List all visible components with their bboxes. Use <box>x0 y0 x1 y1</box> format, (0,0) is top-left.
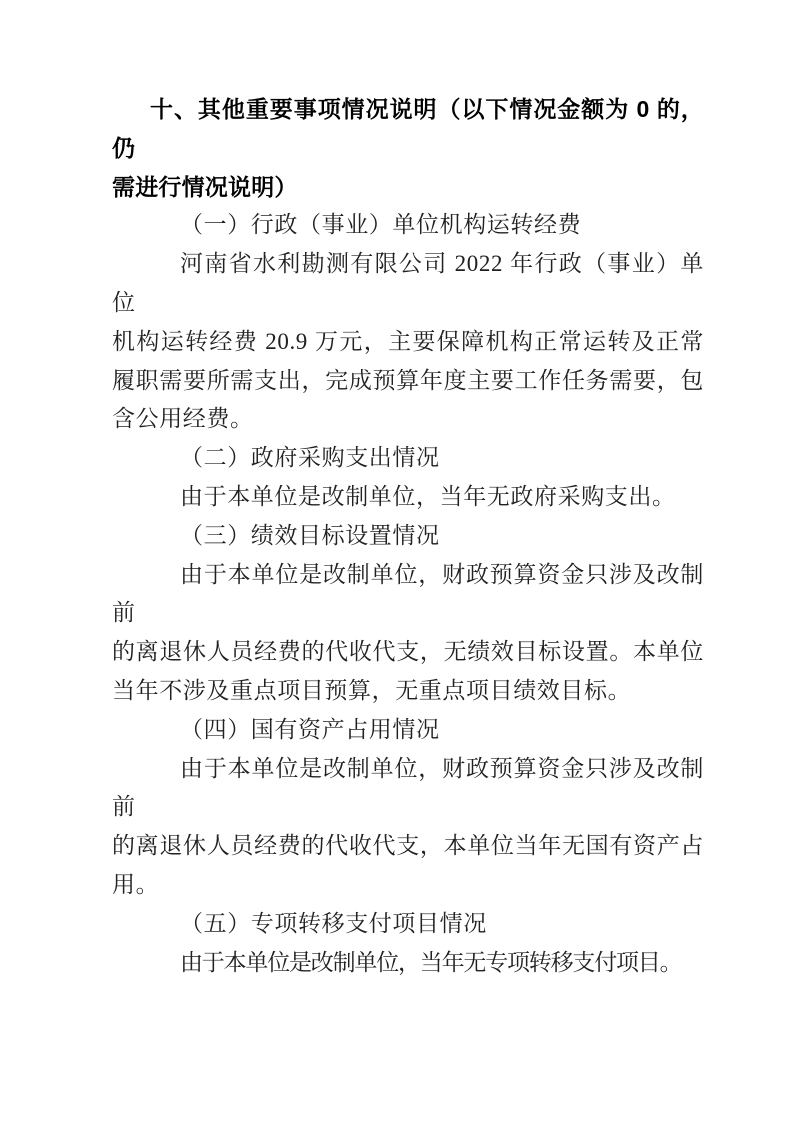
paragraph-line: 履职需要所需支出，完成预算年度主要工作任务需要，包 <box>112 367 704 393</box>
subsection-3-title: （三）绩效目标设置情况 <box>180 522 440 548</box>
document-content <box>112 90 704 982</box>
paragraph-line: 由于本单位是改制单位，财政预算资金只涉及改制前 <box>112 755 704 820</box>
paragraph-line: 由于本单位是改制单位，当年无专项转移支付项目。 <box>180 949 682 975</box>
paragraph-line: 河南省水利勘测有限公司 2022 年行政（事业）单位 <box>112 251 704 315</box>
paragraph-line: 机构运转经费 20.9 万元，主要保障机构正常运转及正常 <box>112 328 704 354</box>
section-heading-line-1: 十、其他重要事项情况说明（以下情况金额为 0 的，仍 <box>112 96 704 161</box>
paragraph-line: 由于本单位是改制单位，财政预算资金只涉及改制前 <box>112 561 704 626</box>
paragraph-line: 当年不涉及重点项目预算，无重点项目绩效目标。 <box>112 677 632 703</box>
paragraph-line: 由于本单位是改制单位，当年无政府采购支出。 <box>180 483 676 509</box>
paragraph-line: 的离退休人员经费的代收代支，无绩效目标设置。本单位 <box>112 639 704 665</box>
subsection-4-title: （四）国有资产占用情况 <box>180 716 440 742</box>
subsection-2-title: （二）政府采购支出情况 <box>180 445 440 471</box>
paragraph-line: 的离退休人员经费的代收代支，本单位当年无国有资产占 <box>112 833 704 859</box>
paragraph-line: 用。 <box>112 871 160 897</box>
paragraph-line: 含公用经费。 <box>112 406 254 432</box>
section-heading-line-2: 需进行情况说明） <box>112 173 298 200</box>
subsection-5-title: （五）专项转移支付项目情况 <box>180 910 487 936</box>
subsection-1-title: （一）行政（事业）单位机构运转经费 <box>180 212 582 238</box>
